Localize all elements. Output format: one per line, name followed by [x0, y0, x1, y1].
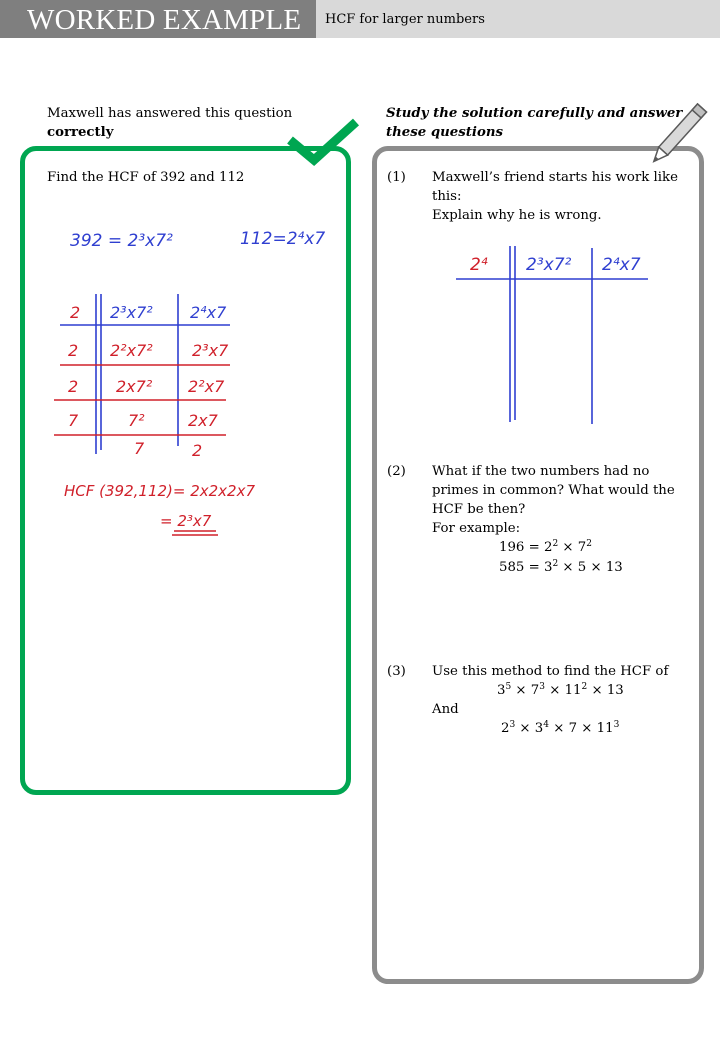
- q2-number: (2): [387, 464, 406, 479]
- left-question: Find the HCF of 392 and 112: [47, 170, 245, 185]
- table-r2-c0: 2: [68, 377, 79, 396]
- q3-line1: Use this method to find the HCF of: [432, 664, 669, 679]
- q1-number: (1): [387, 170, 406, 185]
- q1-line1: Maxwell’s friend starts his work like: [432, 170, 678, 185]
- check-mark-icon: [284, 116, 364, 176]
- table-r3-c2: 2x7: [188, 411, 218, 430]
- fact-112: 112=2⁴x7: [240, 229, 326, 249]
- hcf-line1: HCF (392,112)= 2x2x2x7: [64, 482, 256, 500]
- header-topic: HCF for larger numbers: [316, 0, 720, 38]
- q2-text: [432, 462, 692, 538]
- left-intro-line2: correctly: [47, 125, 114, 140]
- right-intro-line1: Study the solution carefully and answer: [386, 106, 683, 121]
- table-r1-c1: 2²x7²: [110, 341, 153, 360]
- friend-header-0: 2⁴: [470, 255, 488, 275]
- table-r0-c0: 2: [70, 303, 81, 322]
- right-intro-line2: these questions: [386, 125, 503, 140]
- table-r2-c1: 2x7²: [116, 377, 153, 396]
- q1-text: [432, 168, 692, 225]
- hcf-line2: = 2³x7: [160, 512, 212, 530]
- q2-example-1: $196 = 2^2 \times 7^2$: [499, 539, 592, 555]
- q2-example-2: $585 = 3^2 \times 5 \times 13$: [499, 559, 623, 575]
- table-r1-c2: 2³x7: [192, 341, 229, 360]
- q2-line2: primes in common? What would the: [432, 483, 675, 498]
- q3-number: (3): [387, 664, 406, 679]
- pencil-icon: [640, 100, 710, 170]
- table-r3-c1: 7²: [128, 411, 145, 430]
- q3-expression-2: $2^3 \times 3^4 \times 7 \times 11^3$: [501, 720, 620, 736]
- q3-expression-1: $3^5 \times 7^3 \times 11^2 \times 13$: [497, 682, 624, 698]
- table-r0-c1: 2³x7²: [110, 303, 153, 322]
- header-title: WORKED EXAMPLE: [0, 0, 316, 38]
- table-r1-c0: 2: [68, 341, 79, 360]
- q2-line4: For example:: [432, 521, 521, 536]
- table-r2-c2: 2²x7: [188, 377, 225, 396]
- q3-and: And: [432, 702, 459, 717]
- table-r4-c1: 7: [134, 439, 145, 458]
- fact-392: 392 = 2³x7²: [70, 231, 173, 251]
- q2-line1: What if the two numbers had no: [432, 464, 650, 479]
- friend-header-2: 2⁴x7: [602, 255, 641, 275]
- table-r0-c2: 2⁴x7: [190, 303, 227, 322]
- friend-header-1: 2³x7²: [526, 255, 572, 275]
- q1-line3: Explain why he is wrong.: [432, 208, 602, 223]
- q1-line2: this:: [432, 189, 462, 204]
- table-r3-c0: 7: [68, 411, 79, 430]
- handwritten-working: [40, 210, 340, 540]
- q2-line3: HCF be then?: [432, 502, 526, 517]
- friend-table: [450, 240, 660, 430]
- left-intro-line1: Maxwell has answered this question: [47, 106, 293, 121]
- table-r4-c2: 2: [192, 441, 203, 460]
